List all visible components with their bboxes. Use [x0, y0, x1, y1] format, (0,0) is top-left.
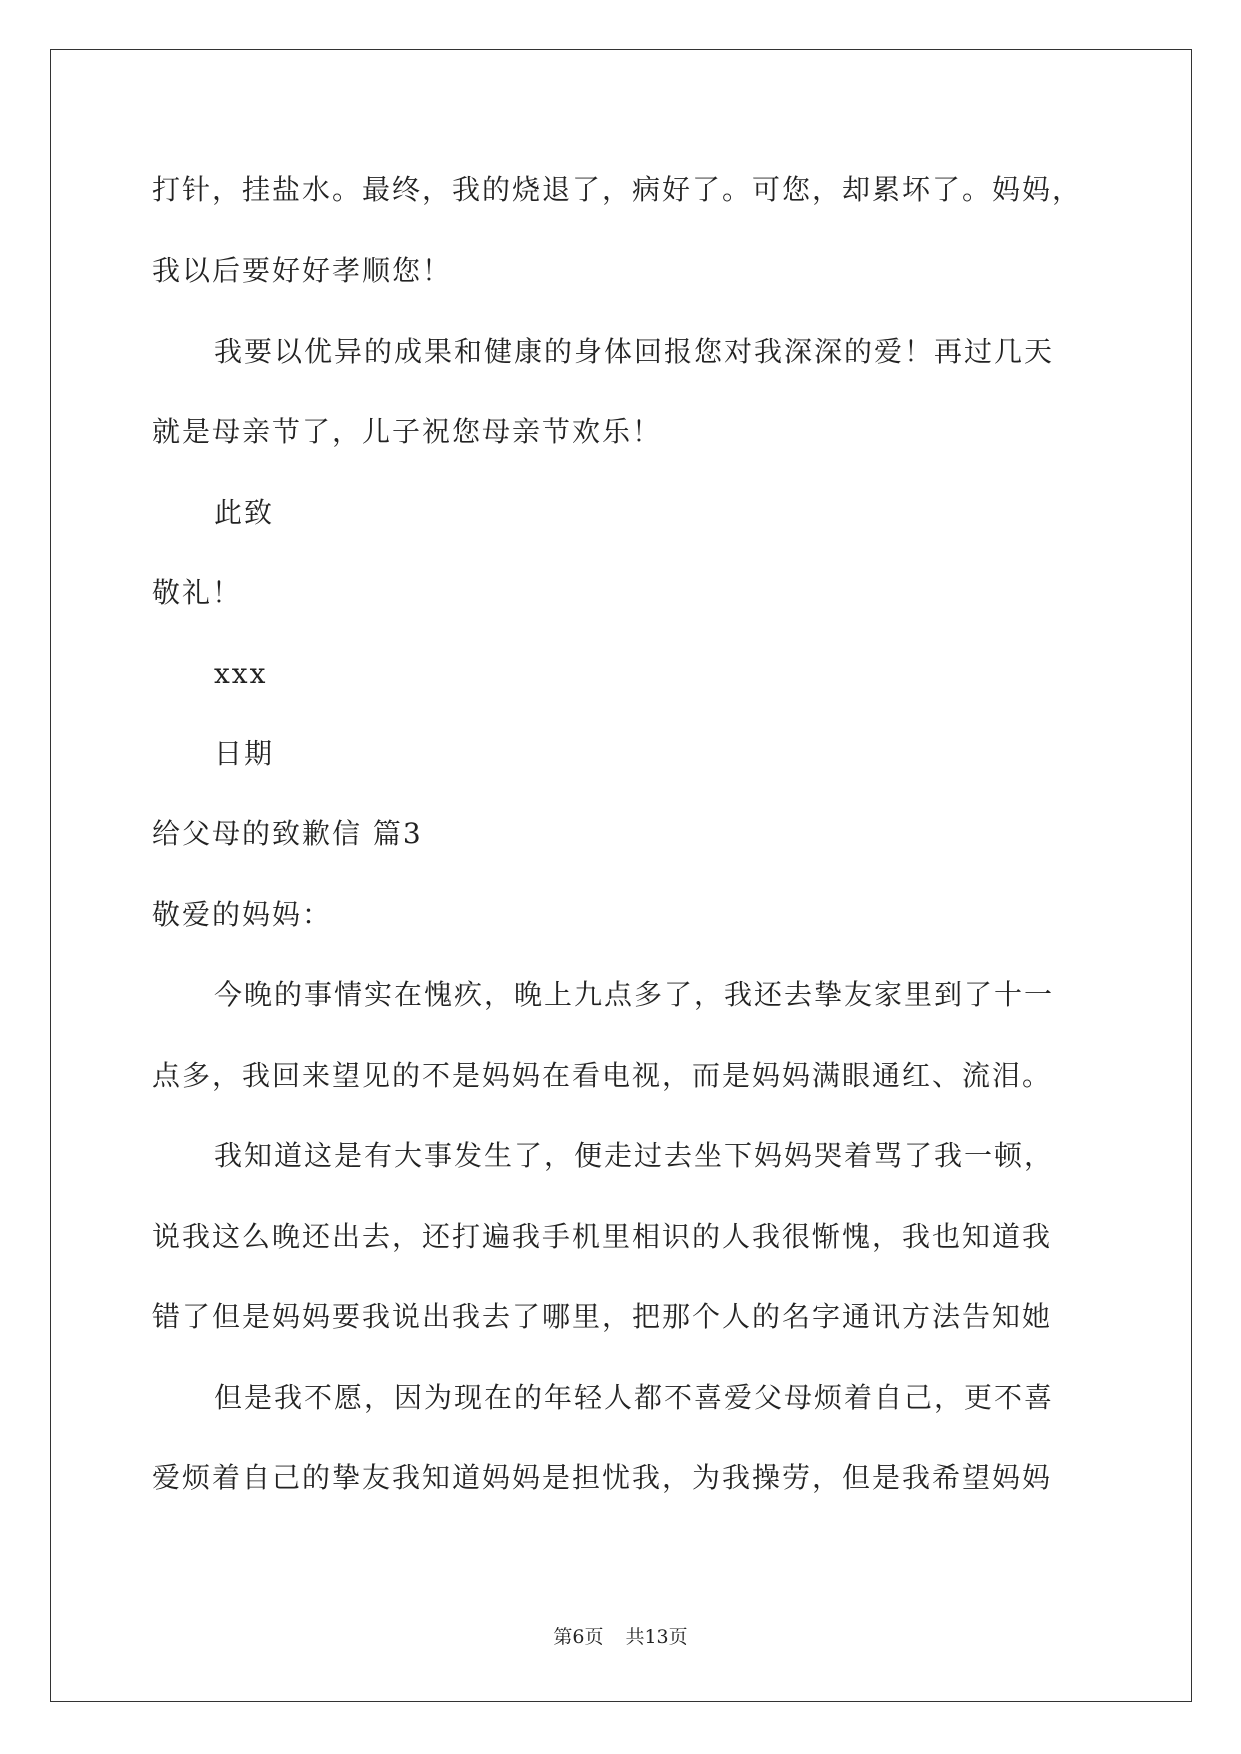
text-line-17: 爱烦着自己的挚友我知道妈妈是担忧我，为我操劳，但是我希望妈妈: [152, 1461, 1053, 1494]
signature-date: 日期: [214, 737, 275, 770]
text-line-11: 今晚的事情实在愧疚，晚上九点多了，我还去挚友家里到了十一: [214, 978, 1055, 1011]
letter-greeting: 敬爱的妈妈：: [152, 898, 333, 931]
page-number: 第6页: [553, 1626, 604, 1648]
page-total: 共13页: [625, 1626, 688, 1648]
text-line-3: 我要以优异的成果和健康的身体回报您对我深深的爱！再过几天: [214, 335, 1055, 368]
text-line-16: 但是我不愿，因为现在的年轻人都不喜爱父母烦着自己，更不喜: [214, 1381, 1055, 1414]
closing-salutation: 此致: [214, 496, 275, 529]
text-line-15: 错了但是妈妈要我说出我去了哪里，把那个人的名字通讯方法告知她: [152, 1300, 1053, 1333]
signature-name: xxx: [214, 657, 268, 690]
text-line-14: 说我这么晚还出去，还打遍我手机里相识的人我很惭愧，我也知道我: [152, 1220, 1053, 1253]
closing-regards: 敬礼！: [152, 576, 243, 609]
text-line-2: 我以后要好好孝顺您！: [152, 254, 453, 287]
text-line-12: 点多，我回来望见的不是妈妈在看电视，而是妈妈满眼通红、流泪。: [152, 1059, 1053, 1092]
page-frame: [50, 49, 1192, 1702]
text-line-4: 就是母亲节了，儿子祝您母亲节欢乐！: [152, 415, 663, 448]
section-heading: 给父母的致歉信 篇3: [152, 817, 423, 850]
text-line-1: 打针，挂盐水。最终，我的烧退了，病好了。可您，却累坏了。妈妈，: [152, 173, 1083, 206]
page-footer: [0, 1625, 1241, 1649]
text-line-13: 我知道这是有大事发生了，便走过去坐下妈妈哭着骂了我一顿，: [214, 1139, 1055, 1172]
